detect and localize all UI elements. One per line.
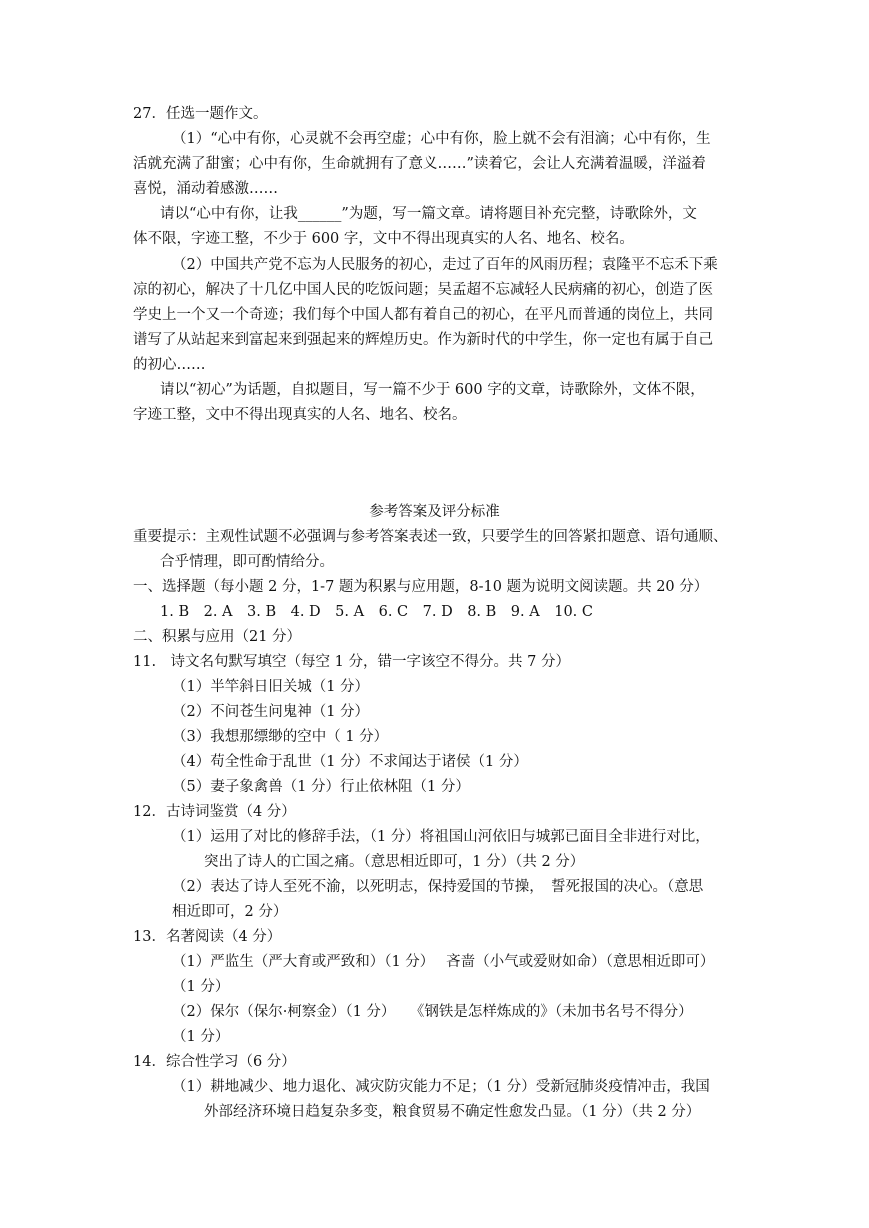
q12-line: 相近即可，2 分） [172, 904, 288, 920]
essay-q1-line: （1）“心中有你，心灵就不会再空虚；心中有你，脸上就不会有泪滴；心中有你，生 [172, 131, 711, 147]
essay-q1-line: 体不限，字迹工整，不少于 600 字，文中不得出现真实的人名、地名、校名。 [133, 231, 634, 247]
q11-item: （3）我想那缥缈的空中（ 1 分） [172, 729, 389, 745]
q11-item: （5）妻子象禽兽（1 分）行止依林阻（1 分） [172, 779, 470, 795]
section1-title: 一、选择题（每小题 2 分，1-7 题为积累与应用题，8-10 题为说明文阅读题。共 20 分） [133, 579, 709, 595]
q14-title: 14．综合性学习（6 分） [133, 1054, 296, 1070]
q13-title: 13．名著阅读（4 分） [133, 929, 282, 945]
q12-line: （1）运用了对比的修辞手法，（1 分）将祖国山河依旧与城郭已面目全非进行对比， [172, 829, 710, 845]
essay-title: 27．任选一题作文。 [133, 106, 268, 122]
notice-line: 重要提示：主观性试题不必强调与参考答案表述一致，只要学生的回答紧扣题意、语句通顺、 [133, 529, 728, 545]
essay-q2-line: 凉的初心，解决了十几亿中国人民的吃饭问题；吴孟超不忘减轻人民病痛的初心，创造了医 [133, 282, 713, 298]
essay-q2-line: 学史上一个又一个奇迹；我们每个中国人都有着自己的初心，在平凡而普通的岗位上，共同 [133, 307, 713, 323]
q12-title: 12．古诗词鉴赏（4 分） [133, 804, 296, 820]
essay-q2-line: 谱写了从站起来到富起来到强起来的辉煌历史。作为新时代的中学生，你一定也有属于自己 [133, 332, 713, 348]
q13-line: （2）保尔（保尔·柯察金）（1 分） 《钢铁是怎样炼成的》（未加书名号不得分） [172, 1004, 693, 1020]
q11-title: 11. 诗文名句默写填空（每空 1 分，错一字该空不得分。共 7 分） [133, 654, 570, 670]
section1-answers: 1. B 2. A 3. B 4. D 5. A 6. C 7. D 8. B 9. A 10. C [160, 604, 593, 620]
essay-q1-line: 活就充满了甜蜜；心中有你，生命就拥有了意义……”读着它，会让人充满着温暖，洋溢着 [133, 156, 706, 172]
section2-title: 二、积累与应用（21 分） [133, 629, 302, 645]
q11-item: （1）半竿斜日旧关城（1 分） [172, 679, 370, 695]
q11-item: （4）苟全性命于乱世（1 分）不求闻达于诸侯（1 分） [172, 754, 528, 770]
q12-line: 突出了诗人的亡国之痛。（意思相近即可，1 分）（共 2 分） [204, 854, 585, 870]
essay-q2-line: 的初心…… [133, 357, 206, 373]
q12-line: （2）表达了诗人至死不渝，以死明志，保持爱国的节操， 誓死报国的决心。（意思 [172, 879, 704, 895]
essay-q2-line: 请以“初心”为话题，自拟题目，写一篇不少于 600 字的文章，诗歌除外，文体不限， [160, 382, 705, 398]
notice-line: 合乎情理，即可酌情给分。 [160, 554, 334, 570]
essay-q1-line: 请以“心中有你，让我______”为题，写一篇文章。请将题目补充完整，诗歌除外，文 [160, 206, 697, 222]
q13-line: （1）严监生（严大育或严致和）（1 分） 吝啬（小气或爱财如命）（意思相近即可） [172, 954, 715, 970]
q14-line: 外部经济环境日趋复杂多变，粮食贸易不确定性愈发凸显。（1 分）（共 2 分） [204, 1104, 701, 1120]
essay-q1-line: 喜悦，涌动着感激…… [133, 181, 278, 197]
q11-item: （2）不问苍生问鬼神（1 分） [172, 704, 370, 720]
q14-line: （1）耕地减少、地力退化、减灾防灾能力不足；（1 分）受新冠肺炎疫情冲击，我国 [172, 1079, 710, 1095]
essay-q2-line: 字迹工整，文中不得出现真实的人名、地名、校名。 [133, 407, 467, 423]
answers-heading: 参考答案及评分标准 [369, 504, 500, 520]
essay-q2-line: （2）中国共产党不忘为人民服务的初心，走过了百年的风雨历程；袁隆平不忘禾下乘 [172, 257, 718, 273]
q13-line: （1 分） [172, 979, 230, 995]
q13-line: （1 分） [172, 1029, 230, 1045]
